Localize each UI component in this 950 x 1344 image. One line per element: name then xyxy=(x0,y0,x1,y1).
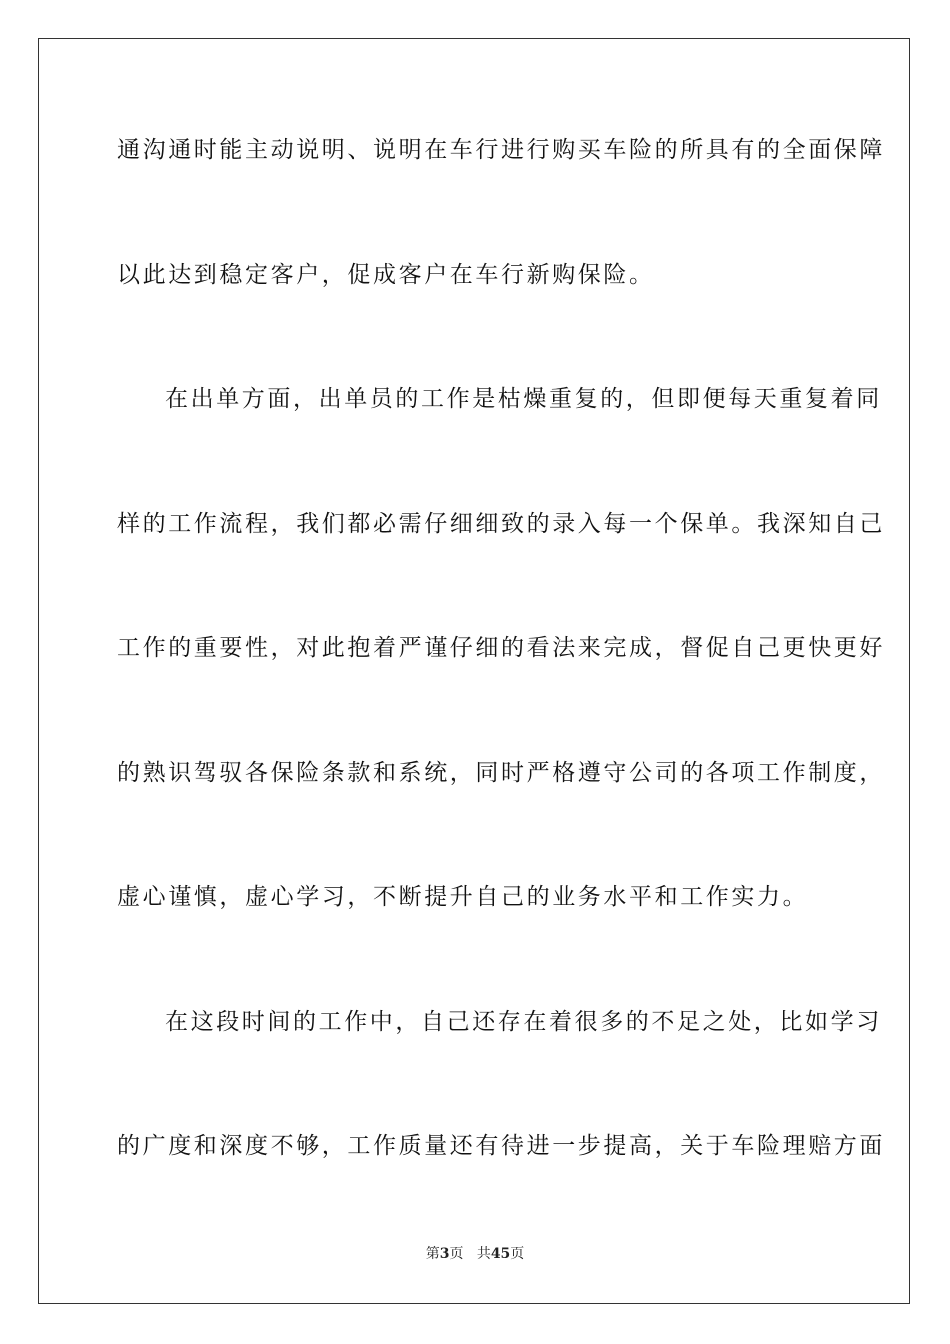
text-line: 以此达到稳定客户，促成客户在车行新购保险。 xyxy=(117,262,655,288)
text-line: 样的工作流程，我们都必需仔细细致的录入每一个保单。我深知自己 xyxy=(117,511,885,537)
total-suffix: 页 xyxy=(510,1246,525,1262)
total-pages: 45 xyxy=(490,1246,511,1262)
page-prefix: 第 xyxy=(425,1246,440,1262)
page-suffix: 页 xyxy=(449,1246,464,1262)
page-border xyxy=(38,38,910,1304)
text-line: 工作的重要性，对此抱着严谨仔细的看法来完成，督促自己更快更好 xyxy=(117,635,885,661)
text-line: 虚心谨慎，虚心学习，不断提升自己的业务水平和工作实力。 xyxy=(117,884,809,910)
text-line: 通沟通时能主动说明、说明在车行进行购买车险的所具有的全面保障 xyxy=(117,137,885,163)
text-line: 的广度和深度不够，工作质量还有待进一步提高，关于车险理赔方面 xyxy=(117,1133,885,1159)
page-footer xyxy=(0,1244,950,1264)
page-number: 3 xyxy=(439,1246,450,1262)
paragraph-start-line: 在这段时间的工作中，自己还存在着很多的不足之处，比如学习 xyxy=(165,1009,882,1035)
text-line: 的熟识驾驭各保险条款和系统，同时严格遵守公司的各项工作制度， xyxy=(117,760,885,786)
paragraph-start-line: 在出单方面，出单员的工作是枯燥重复的，但即便每天重复着同 xyxy=(165,386,882,412)
total-prefix: 共 xyxy=(476,1246,491,1262)
